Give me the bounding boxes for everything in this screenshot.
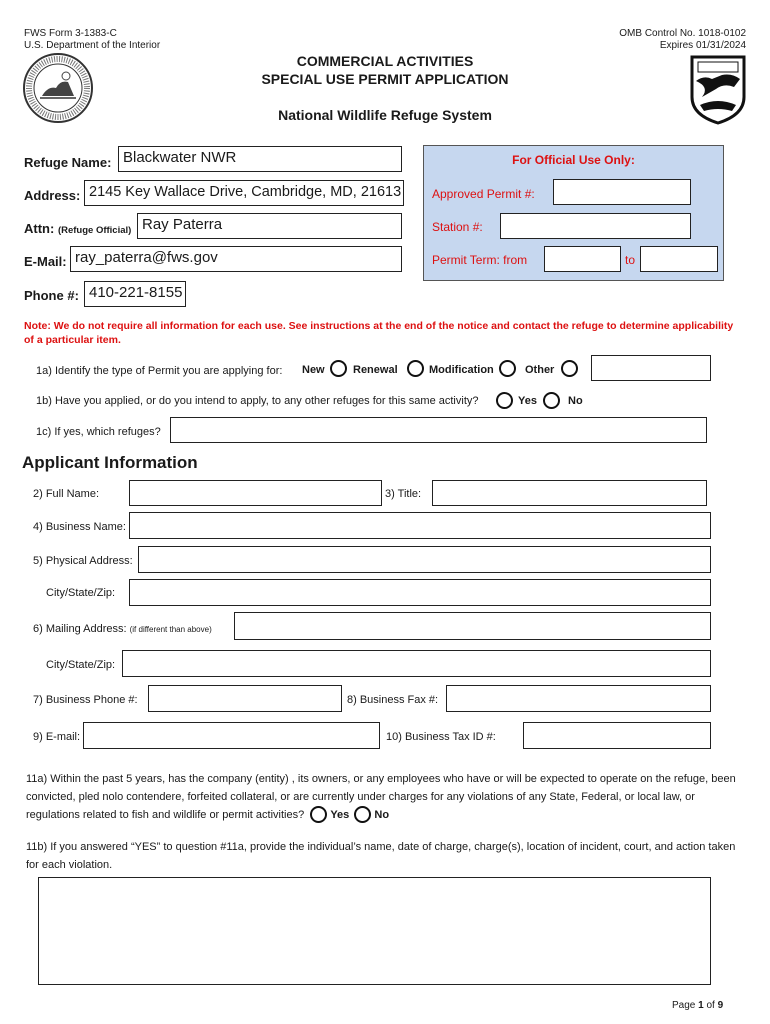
city-state-zip-field-1[interactable] [129,579,711,606]
permit-term-label: Permit Term: from [432,253,528,267]
attn-sublabel: (Refuge Official) [57,225,132,236]
q11a-yes-label: Yes [330,809,350,821]
option-other-label: Other [525,364,555,376]
violations-details-field[interactable] [38,877,711,985]
refuge-name-label: Refuge Name: [24,155,112,170]
form-number: FWS Form 3-1383-C [24,28,117,39]
tax-id-label: 10) Business Tax ID #: [386,731,496,743]
title-label: 3) Title: [385,488,422,500]
approved-permit-label: Approved Permit #: [432,187,535,201]
q1c-refuges-field[interactable] [170,417,707,443]
option-new-radio[interactable] [330,360,347,377]
q1b-no-radio[interactable] [543,392,560,409]
q1c-label: 1c) If yes, which refuges? [36,426,161,438]
q1a-label: 1a) Identify the type of Permit you are applying for: [36,365,283,377]
omb-control: OMB Control No. 1018-0102 [619,28,746,39]
fws-logo-icon [688,53,748,125]
q11a-no-radio[interactable] [354,806,371,823]
refuge-name-field[interactable]: Blackwater NWR [118,146,402,172]
form-title-line1: COMMERCIAL ACTIVITIES [296,53,474,69]
q11a-text: 11a) Within the past 5 years, has the company (entity) , its owners, or any employees who have or will be expected to operate on the refuge, been convicted, pled nolo contendere, forfeited collateral, or are currently under charges for any violations of any State, Federal, or local law, or regulations related to fish and wildlife or permit activities? Yes No [26,773,736,821]
city-state-zip-label-2: City/State/Zip: [46,659,116,671]
full-name-label: 2) Full Name: [33,488,100,500]
full-name-field[interactable] [129,480,382,506]
applicant-email-label: 9) E-mail: [33,731,81,743]
q1b-no-label: No [568,395,583,407]
station-label: Station #: [432,220,483,234]
business-fax-label: 8) Business Fax #: [347,694,439,706]
q11b-text: 11b) If you answered “YES” to question #11a, provide the individual’s name, date of charge, charge(s), location of incident, court, and action taken for each violation. [26,841,736,871]
q11a-no-label: No [374,809,390,821]
permit-term-to-label: to [625,253,636,267]
attn-label: Attn: (Refuge Official) [24,221,132,236]
q1b-label: 1b) Have you applied, or do you intend to apply, to any other refuges for this same activity? [36,395,479,407]
title-field[interactable] [432,480,707,506]
mailing-address-sublabel: (if different than above) [129,625,212,634]
official-use-heading: For Official Use Only: [512,153,635,167]
option-modification-radio[interactable] [499,360,516,377]
address-field[interactable]: 2145 Key Wallace Drive, Cambridge, MD, 21613 [84,180,404,206]
mailing-address-field[interactable] [234,612,711,640]
business-name-label: 4) Business Name: [33,521,126,533]
physical-address-field[interactable] [138,546,711,573]
option-new-label: New [302,364,325,376]
option-other-radio[interactable] [561,360,578,377]
official-use-panel [423,145,724,281]
form-subtitle: National Wildlife Refuge System [278,107,492,123]
applicant-info-heading: Applicant Information [22,453,198,472]
email-field[interactable]: ray_paterra@fws.gov [70,246,402,272]
city-state-zip-label-1: City/State/Zip: [46,587,116,599]
option-renewal-radio[interactable] [407,360,424,377]
address-label: Address: [24,188,81,203]
station-field[interactable] [500,213,691,239]
interior-seal-icon [22,52,94,124]
department-name: U.S. Department of the Interior [24,40,161,51]
business-name-field[interactable] [129,512,711,539]
email-label: E-Mail: [24,254,67,269]
applicant-email-field[interactable] [83,722,380,749]
city-state-zip-field-2[interactable] [122,650,711,677]
business-phone-label: 7) Business Phone #: [33,694,138,706]
tax-id-field[interactable] [523,722,711,749]
option-renewal-label: Renewal [353,364,398,376]
business-fax-field[interactable] [446,685,711,712]
expiration-date: Expires 01/31/2024 [659,40,746,51]
form-title-line2: SPECIAL USE PERMIT APPLICATION [261,71,509,87]
q1b-yes-radio[interactable] [496,392,513,409]
approved-permit-field[interactable] [553,179,691,205]
q11a-yes-radio[interactable] [310,806,327,823]
permit-term-to-field[interactable] [640,246,718,272]
other-permit-type-field[interactable] [591,355,711,381]
phone-label: Phone #: [24,288,79,303]
attn-field[interactable]: Ray Paterra [137,213,402,239]
physical-address-label: 5) Physical Address: [33,555,133,567]
phone-field[interactable]: 410-221-8155 [84,281,186,307]
mailing-address-label: 6) Mailing Address: (if different than above) [33,623,212,635]
option-modification-label: Modification [429,364,494,376]
permit-term-from-field[interactable] [544,246,621,272]
business-phone-field[interactable] [148,685,342,712]
info-note: Note: We do not require all information for each use. See instructions at the end of the notice and contact the refuge to determine applicability of a particular item. [24,320,734,346]
page-number: Page 1 of 9 [672,1000,724,1011]
q1b-yes-label: Yes [518,395,537,407]
